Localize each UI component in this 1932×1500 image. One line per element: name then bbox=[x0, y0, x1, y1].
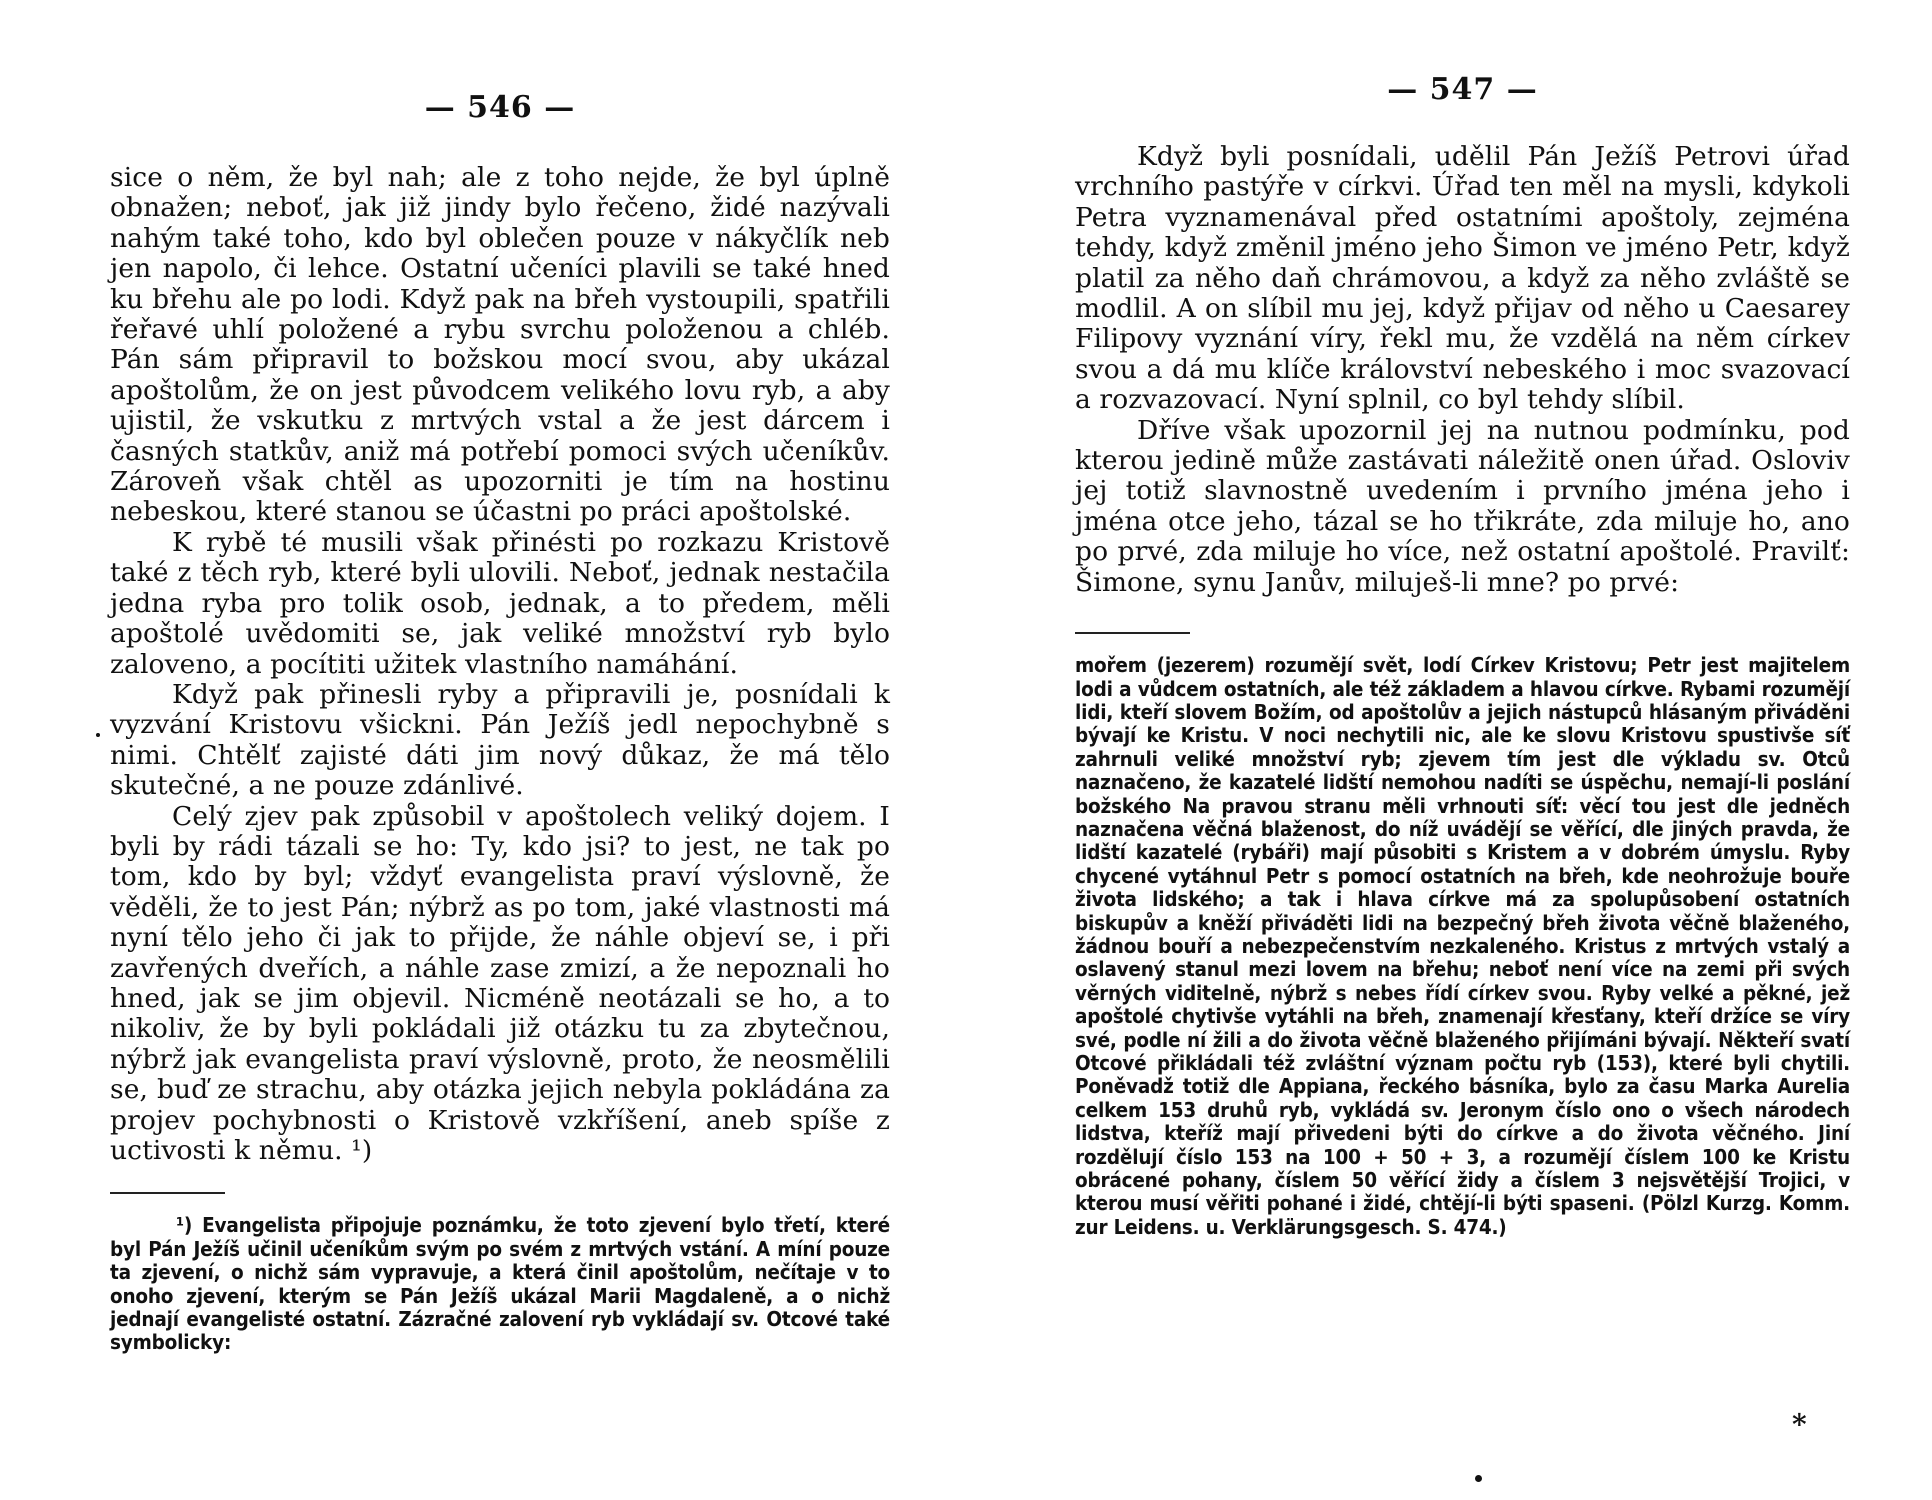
left-page bbox=[110, 0, 890, 1355]
paragraph: Dříve však upozornil jej na nutnou podmínku, pod kterou jedině může zastávati náležitě onen úřad. Osloviv jej totiž slavnostně uvedením i prvního jména jeho i jména otce jeho, tázal se ho třikráte, zda miluje ho, ano po prvé, zda miluje ho více, než ostatní apoštolé. Pravilť: Šimone, synu Janův, miluješ-li mne? po prvé: bbox=[1075, 414, 1850, 598]
right-page bbox=[1075, 0, 1850, 1239]
page-number: — 546 — bbox=[424, 90, 576, 125]
footnote-rule bbox=[1075, 632, 1190, 634]
footnote bbox=[110, 1214, 890, 1354]
signature-mark: * bbox=[1792, 1408, 1807, 1441]
footnote bbox=[1075, 654, 1850, 1239]
footnote-text: mořem (jezerem) rozumějí svět, lodí Církev Kristovu; Petr jest majitelem lodi a vůdcem ostatních, ale též základem a hlavou církve. Rybami rozumějí lidi, kteří slovem Božím, od apoštolův a jejich nástupců hlásaným přiváděni bývají ke Kristu. V noci nechytili nic, ale ke slovu Kristovu spustivše síť zahrnuli veliké množství ryb; zjevem tím jest dle výkladu sv. Otců naznačeno, že kazatelé lidští nemohou nadíti se úspěchu, nemají-li poslání božského Na pravou stranu měli vrhnouti síť: věcí tou jest dle jedněch naznačena věčná blaženost, do níž uvádějí se věřící, dle jiných pravda, že lidští kazatelé (rybáři) mají působiti s Kristem a v dobrém úmyslu. Ryby chycené vytáhnul Petr s pomocí ostatních na břeh, kde neohrožuje bouře života lidského; a tak i hlava církve má za spolupůsobení ostatních biskupův a kněží přiváděti lidi na bezpečný břeh života věčně blaženého, žádnou bouří a nebezpečenstvím nezkaleného. Kristus z mrtvých vstalý a oslavený stanul mezi lovem na břehu; neboť není více na zemi při svých věrných viditelně, nýbrž s nebes řídí církev svou. Ryby velké a pěkné, jež apoštolé chytivše vytáhli na břeh, znamenají křesťany, kteří držíce se víry své, podle ní žili a do života věčně blaženého přijímáni bývají. Někteří svatí Otcové přikládali též zvláštní význam počtu ryb (153), které byli chytili. Poněvadž totiž dle Appiana, řeckého básníka, bylo za času Marka Aurelia celkem 153 druhů ryb, vykládá sv. Jeronym číslo ono o všech národech lidstva, kteříž mají přivedeni býti do církve a do života věčného. Jiní rozdělují číslo 153 na 100 + 50 + 3, a rozumějí číslem 100 ke Kristu obrácené pohany, číslem 50 věřící židy a číslem 3 nejsvětější Trojici, v kterou musí věřiti pohané i židé, chtějí-li býti spaseni. (Pölzl Kurzg. Komm. zur Leidens. u. Verklärungsgesch. S. 474.) bbox=[1075, 653, 1850, 1239]
page-number: — 547 — bbox=[1387, 72, 1538, 107]
paragraph: Když byli posnídali, udělil Pán Ježíš Petrovi úřad vrchního pastýře v církvi. Úřad ten měl na mysli, kdykoli Petra vyznamenával před ostatními apoštoly, zejména tehdy, když změnil jméno jeho Šimon ve jméno Petr, když platil za něho daň chrámovou, a když za něho zvláště se modlil. A on slíbil mu jej, když přijav od něho u Caesarey Filipovy vyznání víry, řekl mu, že vzdělá na něm církev svou a dá mu klíče království nebeského i moc svazovací a rozvazovací. Nyní splnil, co byl tehdy slíbil. bbox=[1075, 141, 1850, 416]
main-text bbox=[1075, 142, 1850, 598]
print-dot bbox=[96, 733, 100, 737]
paragraph: Celý zjev pak způsobil v apoštolech veliký dojem. I byli by rádi tázali se ho: Ty, kdo jsi? to jest, ne tak po tom, kdo by byl; vždyť evangelista praví výslovně, že věděli, že to jest Pán; nýbrž as po tom, jaké vlastnosti má nyní tělo jeho či jak to přijde, že náhle objeví se, i při zavřených dveřích, a náhle zase zmizí, a že nepoznali ho hned, jak se jim objevil. Nicméně neotázali se ho, a to nikoliv, že by byli pokládali již otázku tu za zbytečnou, nýbrž jak evangelista praví výslovně, proto, že neosmělili se, buď ze strachu, aby otázka jejich nebyla pokládána za projev pochybnosti o Kristově vzkříšení, aneb spíše z uctivosti k němu. ¹) bbox=[110, 800, 890, 1166]
footnote-text: ¹) Evangelista připojuje poznámku, že toto zjevení bylo třetí, které byl Pán Ježíš učinil učeníkům svým po svém z mrtvých vstání. A míní pouze ta zjevení, o nichž sám vypravuje, a která činil apoštolům, nečítaje v to onoho zjevení, kterým se Pán Ježíš ukázal Marii Magdaleně, a o nichž jednají evangelisté ostatní. Zázračné zalovení ryb vykládají sv. Otcové také symbolicky: bbox=[110, 1213, 890, 1355]
paragraph: Když pak přinesli ryby a připravili je, posnídali k vyzvání Kristovu všickni. Pán Ježíš jedl nepochybně s nimi. Chtělť zajisté dáti jim nový důkaz, že má tělo skutečné, a ne pouze zdánlivé. bbox=[110, 678, 890, 802]
paragraph: K rybě té musili však přinésti po rozkazu Kristově také z těch ryb, které byli ulovili. Neboť, jednak nestačila jedna ryba pro tolik osob, jednak, a to předem, měli apoštolé uvědomiti se, jak veliké množství ryb bylo zaloveno, a pocítiti užitek vlastního namáhání. bbox=[110, 526, 890, 680]
main-text bbox=[110, 163, 890, 1166]
paragraph: sice o něm, že byl nah; ale z toho nejde, že byl úplně obnažen; neboť, jak již jindy bylo řečeno, židé nazývali nahým také toho, kdo byl oblečen pouze v nákyčlík neb jen napolo, či lehce. Ostatní učeníci plavili se také hned ku břehu ale po lodi. Když pak na břeh vystoupili, spatřili řeřavé uhlí položené a rybu svrchu položenou a chléb. Pán sám připravil to božskou mocí svou, aby ukázal apoštolům, že on jest původcem velikého lovu ryb, a aby ujistil, že vskutku z mrtvých vstal a že jest dárcem i časných statkův, aniž má potřebí pomoci svých učeníkův. Zároveň však chtěl as upozorniti je tím na hostinu nebeskou, které stanou se účastni po práci apoštolské. bbox=[110, 162, 890, 528]
print-dot bbox=[1475, 1475, 1482, 1482]
footnote-rule bbox=[110, 1192, 225, 1194]
